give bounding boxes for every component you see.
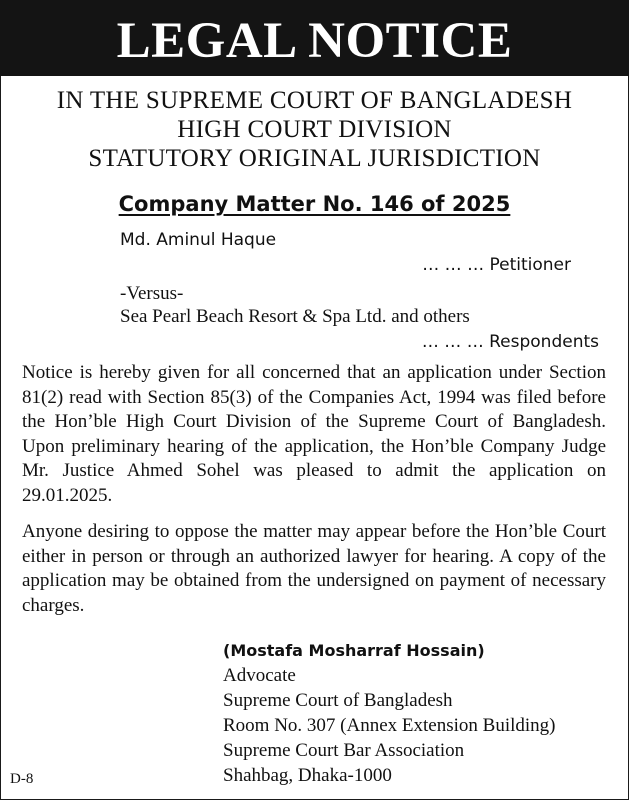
advocate-court: Supreme Court of Bangladesh: [223, 690, 453, 711]
court-jurisdiction: STATUTORY ORIGINAL JURISDICTION: [88, 145, 541, 172]
advocate-designation: Advocate: [223, 665, 296, 686]
notice-code: D-8: [10, 771, 34, 787]
petitioner-role: … … … Petitioner: [422, 255, 571, 275]
advocate-name: (Mostafa Mosharraf Hossain): [223, 641, 485, 660]
court-division: HIGH COURT DIVISION: [177, 116, 452, 143]
respondent-name: Sea Pearl Beach Resort & Spa Ltd. and others: [120, 306, 470, 327]
advocate-association: Supreme Court Bar Association: [223, 740, 465, 761]
notice-paragraph-2: Anyone desiring to oppose the matter may appear before the Hon’ble Court either in person or through an authorized lawyer for hearing. A copy of the application may be obtained from the undersigned on payment of necessary charges.: [22, 521, 606, 616]
advocate-room: Room No. 307 (Annex Extension Building): [223, 715, 556, 736]
case-number: Company Matter No. 146 of 2025: [118, 192, 511, 216]
notice-paragraph-1: Notice is hereby given for all concerned that an application under Section 81(2) read with Section 85(3) of the Companies Act, 1994 was filed before the Hon’ble High Court Division of the Supreme Court of Bangladesh. Upon preliminary hearing of the application, the Hon’ble Company Judge Mr. Justice Ahmed Sohel was pleased to admit the application on 29.01.2025.: [22, 362, 606, 506]
court-name: IN THE SUPREME COURT OF BANGLADESH: [56, 87, 573, 114]
advocate-address: Shahbag, Dhaka-1000: [223, 765, 392, 786]
respondent-role: … … … Respondents: [421, 332, 599, 352]
notice-title: LEGAL NOTICE: [0, 0, 629, 76]
petitioner-name: Md. Aminul Haque: [120, 230, 277, 250]
versus-label: -Versus-: [120, 283, 184, 304]
